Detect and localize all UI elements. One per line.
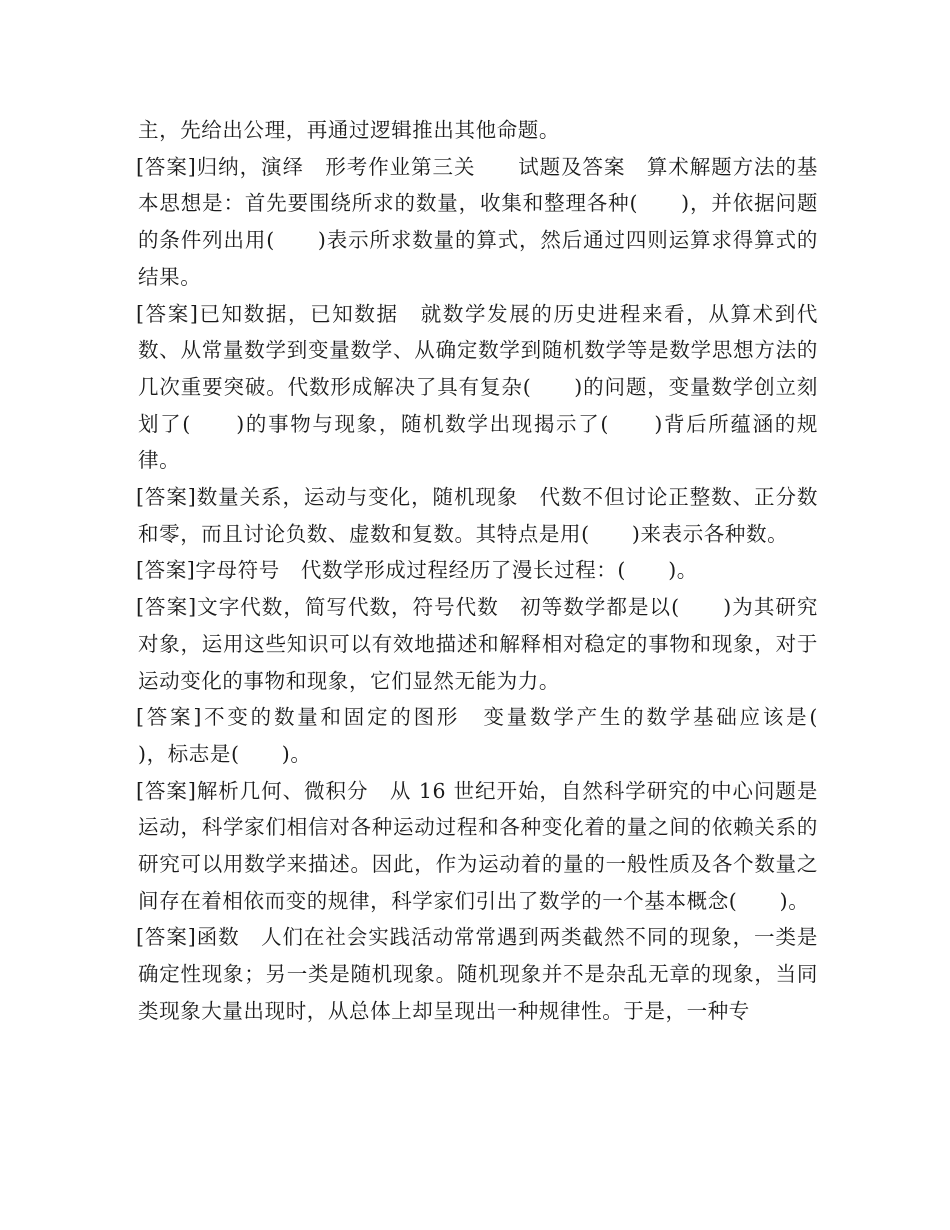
answer-paragraph: [答案]不变的数量和固定的图形 变量数学产生的数学基础应该是( )，标志是( )。 xyxy=(136,705,861,766)
answer-paragraph: [答案]数量关系，运动与变化，随机现象 代数不但讨论正整数、正分数和零，而且讨论负数、虚数和复数。其特点是用( )来表示各种数。 xyxy=(136,485,818,546)
document-body xyxy=(136,112,861,1030)
answer-paragraph: [答案]已知数据，已知数据 就数学发展的历史进程来看，从算术到代数、从常量数学到变量数学、从确定数学到随机数学等是数学思想方法的几次重要突破。代数形成解决了具有复杂( )的问题，变量数学创立刻划了( )的事物与现象，随机数学出现揭示了( )背后所蕴涵的规律。 xyxy=(136,301,818,473)
answer-paragraph: [答案]函数 人们在社会实践活动常常遇到两类截然不同的现象，一类是确定性现象；另一类是随机现象。随机现象并不是杂乱无章的现象，当同类现象大量出现时，从总体上却呈现出一种规律性。于是，一种专 xyxy=(136,925,818,1023)
answer-paragraph: [答案]文字代数，简写代数，符号代数 初等数学都是以( )为其研究对象，运用这些知识可以有效地描述和解释相对稳定的事物和现象，对于运动变化的事物和现象，它们显然无能为力。 xyxy=(136,595,818,693)
paragraph: 主，先给出公理，再通过逻辑推出其他命题。 xyxy=(138,118,560,142)
answer-paragraph: [答案]字母符号 代数学形成过程经历了漫长过程：( )。 xyxy=(136,558,698,583)
answer-paragraph: [答案]归纳，演绎 形考作业第三关 试题及答案 算术解题方法的基本思想是：首先要围绕所求的数量，收集和整理各种( )，并依据问题的条件列出用( )表示所求数量的算式，然后通过四则运算求得算式的结果。 xyxy=(136,154,818,289)
answer-paragraph: [答案]解析几何、微积分 从 16 世纪开始，自然科学研究的中心问题是运动，科学家们相信对各种运动过程和各种变化着的量之间的依赖关系的研究可以用数学来描述。因此，作为运动着的量的一般性质及各个数量之间存在着相依而变的规律，科学家们引出了数学的一个基本概念( )。 xyxy=(136,778,818,913)
